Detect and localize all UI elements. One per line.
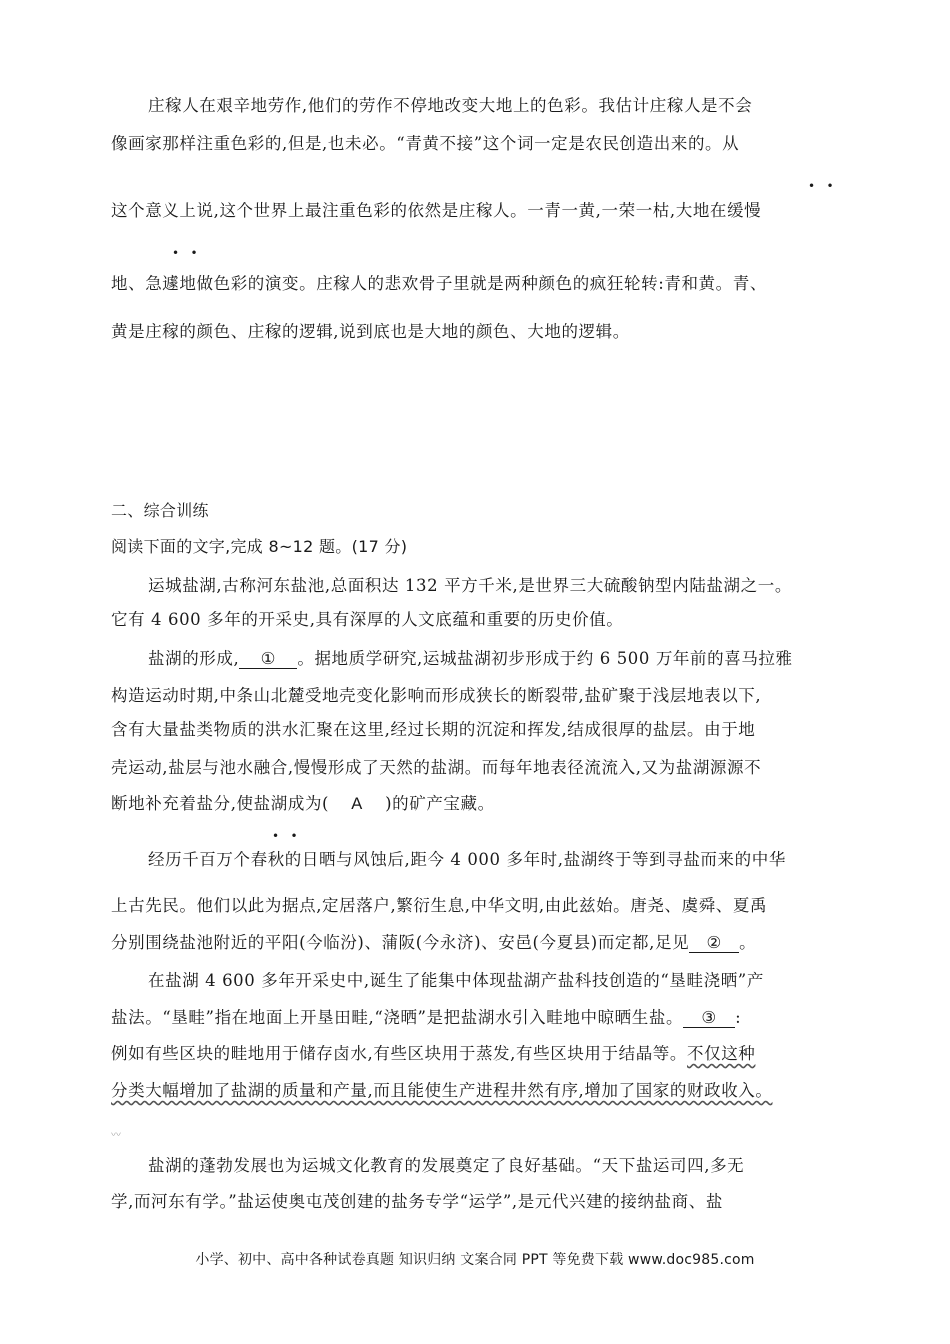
answer-mark: A — [351, 795, 363, 813]
text-line: 地、急遽地做色彩的演变。庄稼人的悲欢骨子里就是两种颜色的疯狂轮转:青和黄。青、 — [111, 274, 767, 293]
text-line — [111, 1077, 773, 1101]
question-instruction: 阅读下面的文字,完成 8~12 题。(17 分) — [111, 537, 408, 556]
text-line: 盐湖的蓬勃发展也为运城文化教育的发展奠定了良好基础。“天下盐运司四,多无 — [148, 1156, 745, 1175]
text-segment: )的矿产宝藏。 — [385, 794, 495, 813]
text-line — [111, 790, 495, 814]
text-line: 经历千百万个春秋的日晒与风蚀后,距今 4 000 多年时,盐湖终于等到寻盐而来的中华 — [148, 850, 786, 869]
blank-2: ② — [689, 934, 739, 953]
text-segment: 盐法。“垦畦”指在地面上开垦田畦,“浇晒”是把盐湖水引入畦地中晾晒生盐。 — [111, 1008, 684, 1027]
text-line: 构造运动时期,中条山北麓受地壳变化影响而形成狭长的断裂带,盐矿聚于浅层地表以下, — [111, 686, 762, 705]
page-footer: 小学、初中、高中各种试卷真题 知识归纳 文案合同 PPT 等免费下载 www.doc985.com — [195, 1252, 755, 1268]
text-line: 学,而河东有学。”盐运使奥屯茂创建的盐务专学“运学”,是元代兴建的接纳盐商、盐 — [111, 1192, 723, 1211]
emphasis-dots: • • — [272, 829, 298, 843]
blank-1: ① — [239, 650, 297, 669]
text-line: 这个意义上说,这个世界上最注重色彩的依然是庄稼人。一青一黄,一荣一枯,大地在缓慢 — [111, 201, 762, 220]
text-line — [111, 929, 756, 953]
text-line: 它有 4 600 多年的开采史,具有深厚的人文底蕴和重要的历史价值。 — [111, 610, 624, 629]
wavy-underlined-text: 不仅这种 — [687, 1044, 756, 1063]
text-line: 上古先民。他们以此为据点,定居落户,繁衍生息,中华文明,由此兹始。唐尧、虞舜、夏禹 — [111, 896, 768, 915]
text-line: 运城盐湖,古称河东盐池,总面积达 132 平方千米,是世界三大硫酸钠型内陆盐湖之一。 — [148, 576, 792, 595]
text-line: 庄稼人在艰辛地劳作,他们的劳作不停地改变大地上的色彩。我估计庄稼人是不会 — [148, 96, 753, 115]
text-line — [111, 1004, 741, 1028]
text-segment: 例如有些区块的畦地用于储存卤水,有些区块用于蒸发,有些区块用于结晶等。 — [111, 1044, 687, 1063]
text-segment: 。据地质学研究,运城盐湖初步形成于约 6 500 万年前的喜马拉雅 — [297, 649, 793, 668]
text-segment: 。 — [739, 933, 757, 952]
text-segment: 盐湖的形成, — [148, 649, 240, 668]
emphasis-dots: • • — [172, 246, 198, 260]
text-segment: 分别围绕盐池附近的平阳(今临汾)、蒲阪(今永济)、安邑(今夏县)而定都,足见 — [111, 933, 690, 952]
text-segment: 断地补充着盐分,使盐湖成为( — [111, 794, 330, 813]
emphasis-dots: • • — [808, 179, 834, 193]
text-line: 在盐湖 4 600 多年开采史中,诞生了能集中体现盐湖产盐科技创造的“垦畦浇晒”产 — [148, 971, 764, 990]
text-line: 像画家那样注重色彩的,但是,也未必。“青黄不接”这个词一定是农民创造出来的。从 — [111, 134, 740, 153]
blank-3: ③ — [683, 1009, 735, 1028]
wavy-underlined-text: 分类大幅增加了盐湖的质量和产量,而且能使生产进程井然有序,增加了国家的财政收入。 — [111, 1081, 773, 1100]
text-line: 黄是庄稼的颜色、庄稼的逻辑,说到底也是大地的颜色、大地的逻辑。 — [111, 322, 630, 341]
text-line — [111, 1040, 755, 1064]
text-line: 含有大量盐类物质的洪水汇聚在这里,经过长期的沉淀和挥发,结成很厚的盐层。由于地 — [111, 720, 756, 739]
wavy-mark: 〰 — [111, 1130, 121, 1141]
text-line — [148, 645, 793, 669]
text-line: 壳运动,盐层与池水融合,慢慢形成了天然的盐湖。而每年地表径流流入,又为盐湖源源不 — [111, 758, 762, 777]
section-heading: 二、综合训练 — [111, 501, 209, 520]
text-segment: : — [735, 1008, 742, 1027]
